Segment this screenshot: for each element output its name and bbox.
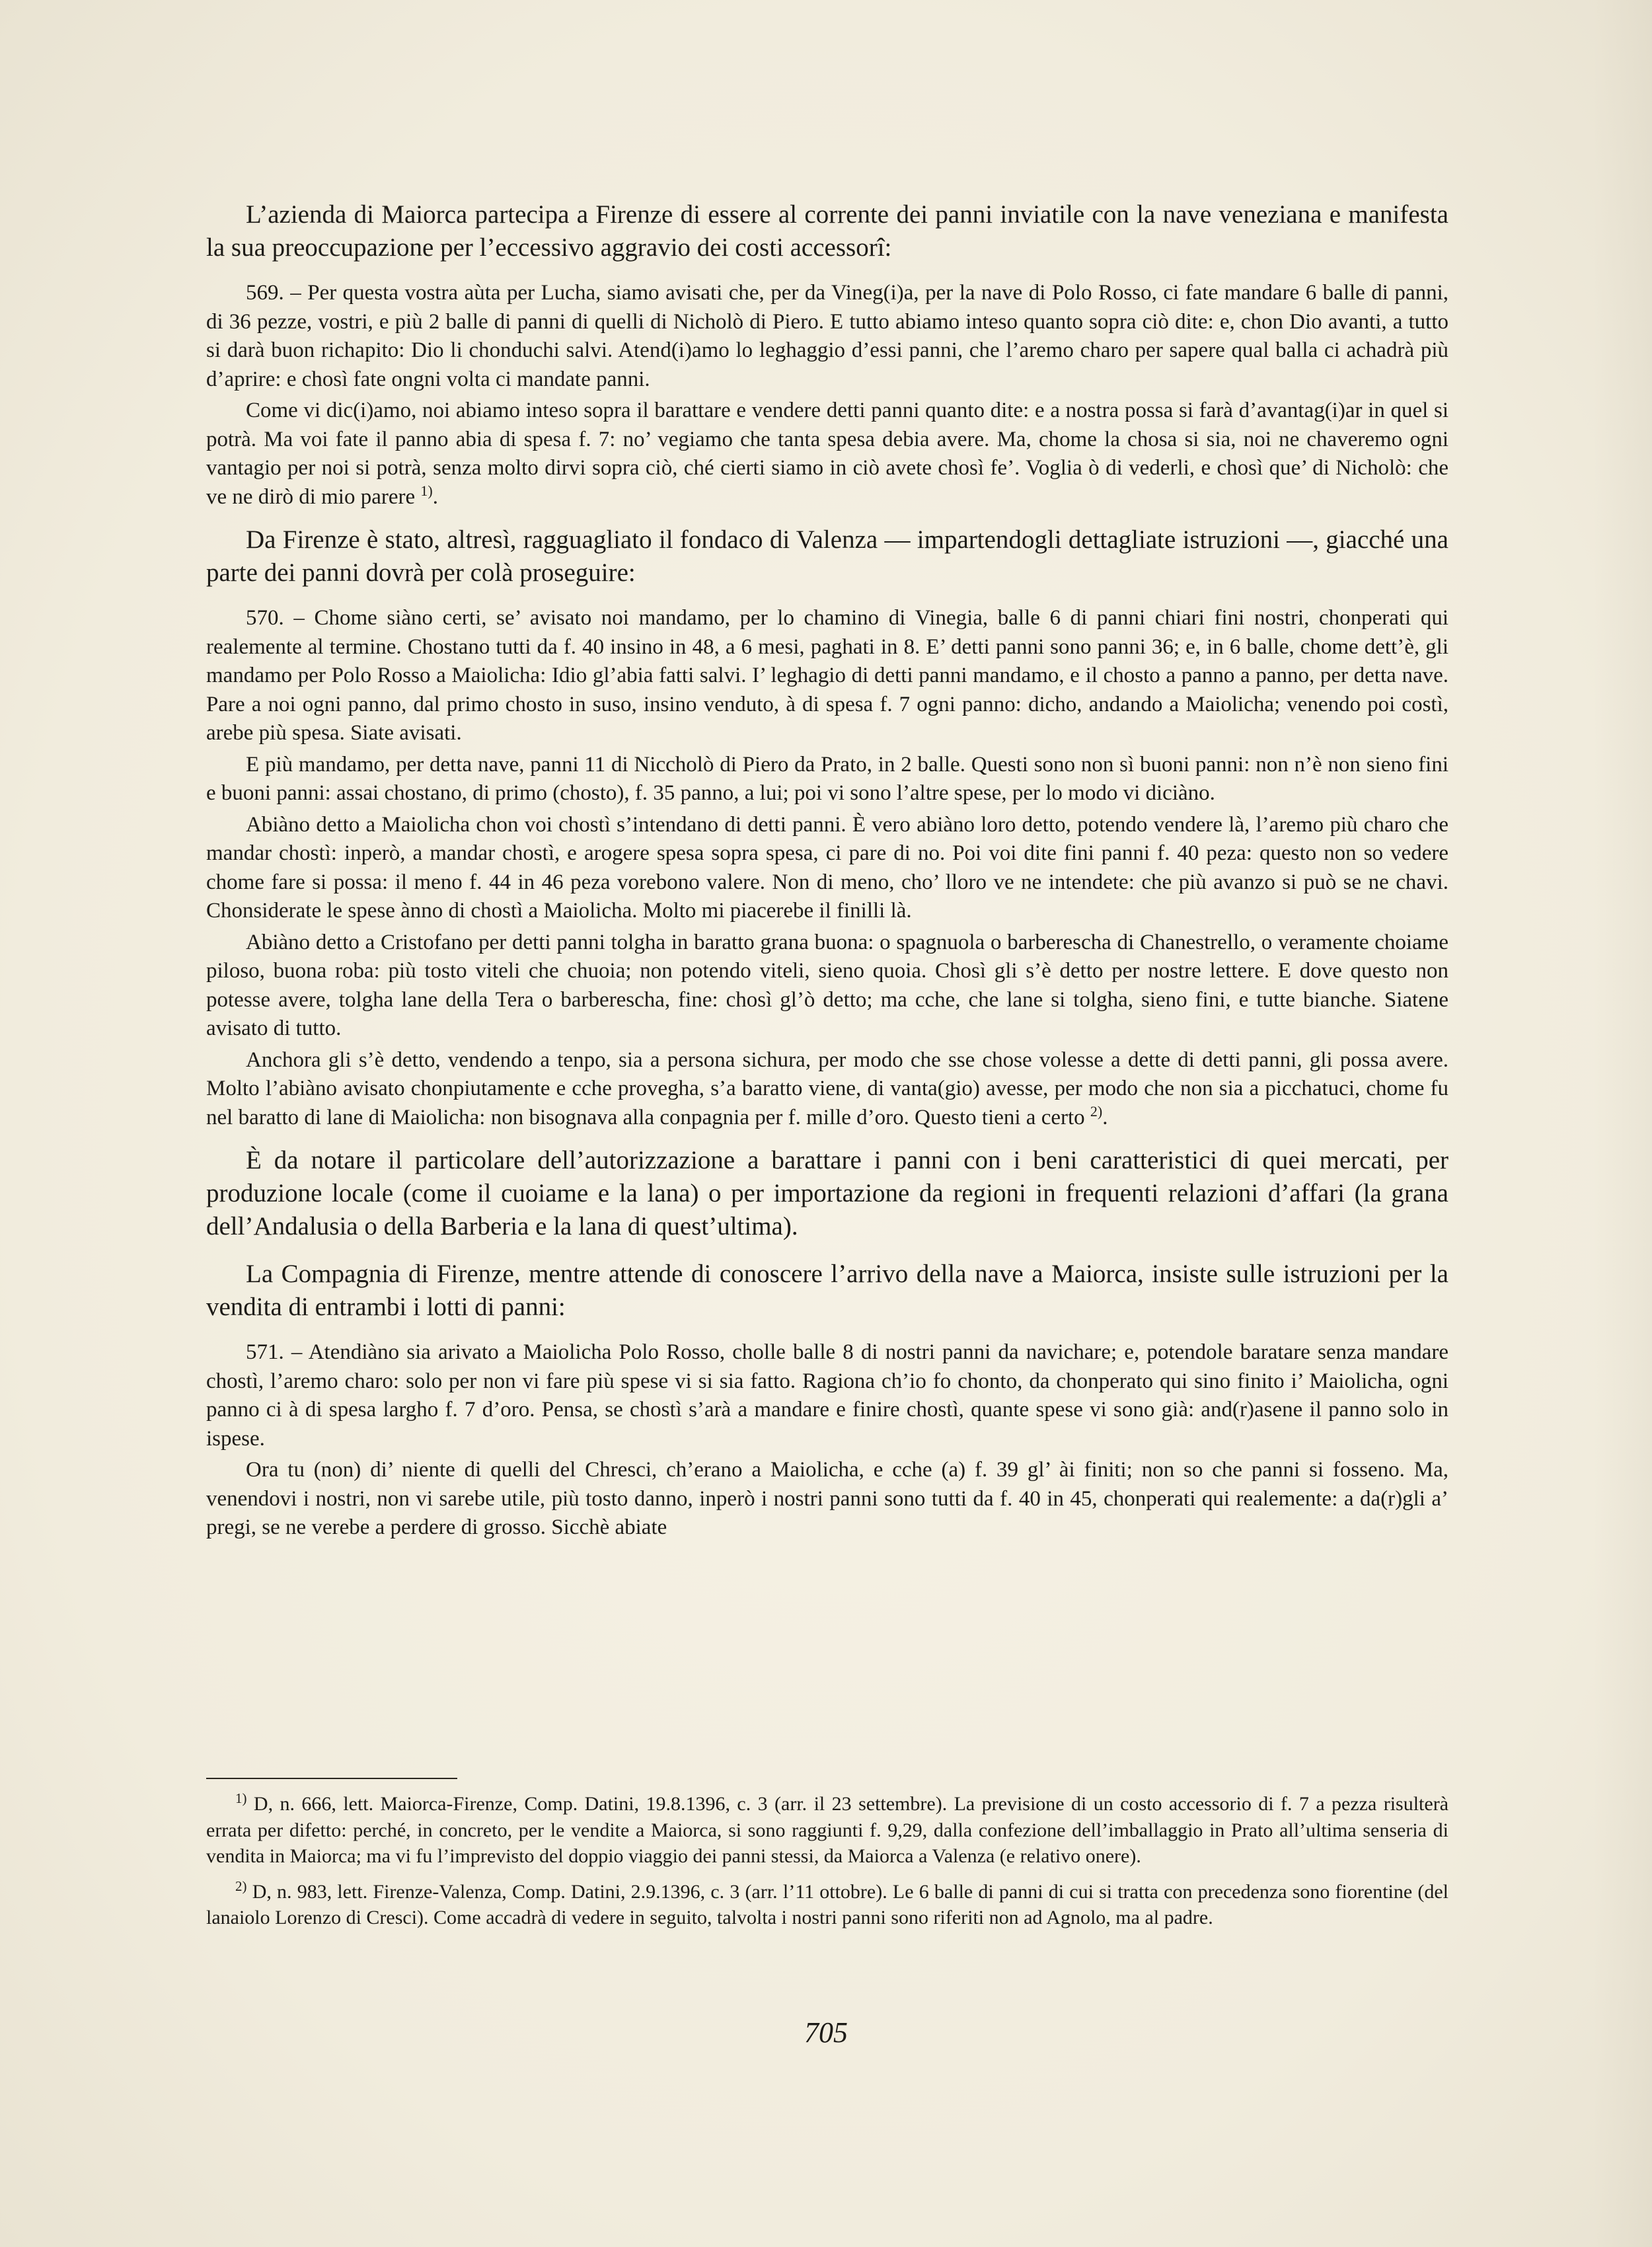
intro-paragraph: Da Firenze è stato, altresì, ragguagliato il fondaco di Valenza — impartendogli dettagliate istruzioni —, giacché una parte dei panni dovrà per colà proseguire: (206, 525, 1448, 587)
footnote-text: D, n. 983, lett. Firenze-Valenza, Comp. Datini, 2.9.1396, c. 3 (arr. l’11 ottobre). Le 6 balle di panni di cui si tratta con precedenza sono fiorentine (del lanaiolo Lorenzo di Cresci). Come accadrà di vedere in seguito, talvolta i nostri panni sono riferiti non ad Agnolo, ma al padre. (206, 1880, 1449, 1928)
document-570-paragraph: Abiàno detto a Cristofano per detti panni tolgha in baratto grana buona: o spagnuola o barberescha di Chanestrello, o veramente choiame piloso, buona roba: più tosto viteli che chuoia; non potendo viteli, sieno quoia. Chosì gli s’è detto per nostre lettere. E dove questo non potesse avere, tolgha lane della Tera o barberescha, fine: chosì gl’ò detto; ma cche, che lane si tolgha, sieno fini, e tutte bianche. Siatene avisato di tutto. (206, 930, 1448, 1040)
document-571-paragraph: Ora tu (non) di’ niente di quelli del Chresci, ch’erano a Maiolicha, e cche (a) f. 39 gl’ ài finiti; non so che panni si fosseno. Ma, venendovi i nostri, non vi sarebe utile, più tosto danno, inperò i nostri panni sono tutti da f. 40 in 45, chonperati qui realemente: a da(r)gli a’ pregi, se ne verebe a perdere di grosso. Sicchè abiate (206, 1458, 1448, 1539)
page-edge-shadow (1593, 0, 1652, 2247)
main-text (206, 198, 1448, 1542)
document-569-paragraph: 569. – Per questa vostra aùta per Lucha, siamo avisati che, per da Vineg(i)a, per la nave di Polo Rosso, ci fate mandare 6 balle di panni, di 36 pezze, vostri, e più 2 balle di panni di quelli di Nicholò di Piero. E tutto abiamo inteso quanto sopra ciò dite: e, chon Dio avanti, a tutto si darà buon richapito: Dio li chonduchi salvi. Atend(i)amo lo leghaggio d’essi panni, che l’aremo charo per sapere qual balla ci achadrà più d’aprire: e chosì fate ongni volta ci mandate panni. (206, 281, 1448, 391)
document-569-paragraph (206, 397, 1448, 512)
intro-paragraph: È da notare il particolare dell’autorizzazione a barattare i panni con i beni caratteristici di quei mercati, per produzione locale (come il cuoiame e la lana) o per importazione da regioni in frequenti relazioni d’affari (la grana dell’Andalusia o della Barberia e la lana di quest’ultima). (206, 1146, 1448, 1240)
intro-paragraph: La Compagnia di Firenze, mentre attende di conoscere l’arrivo della nave a Maiorca, insiste sulle istruzioni per la vendita di entrambi i lotti di panni: (206, 1260, 1448, 1321)
document-570-paragraph: 570. – Chome siàno certi, se’ avisato noi mandamo, per lo chamino di Vinegia, balle 6 di panni chiari fini nostri, chonperati qui realemente al termine. Chostano tutti da f. 40 insino in 48, a 6 mesi, paghati in 8. E’ detti panni sono panni 36; e, in 6 balle, chome dett’è, gli mandamo per Polo Rosso a Maiolicha: Idio gl’abia fatti salvi. I’ leghagio di detti panni mandamo, e il chosto a panno a panno, per detta nave. Pare a noi ogni panno, dal primo chosto in suso, insino venduto, à di spesa f. 7 ogni panno: dicho, andando a Maiolicha; venendo poi costì, arebe più spesa. Siate avisati. (206, 606, 1448, 745)
footnote-1 (206, 1791, 1448, 1870)
footnote-mark: 2) (235, 1878, 247, 1894)
document-570-paragraph (206, 1046, 1448, 1133)
intro-paragraph: L’azienda di Maiorca partecipa a Firenze di essere al corrente dei panni inviatile con la nave veneziana e manifesta la sua preoccupazione per l’eccessivo aggravio dei costi accessorî: (206, 200, 1448, 262)
sentence-end: . (432, 484, 438, 509)
document-571-paragraph: 571. – Atendiàno sia arivato a Maiolicha Polo Rosso, cholle balle 8 di nostri panni da navichare; e, potendole baratare senza mandare chostì, l’aremo charo: solo per non vi fare più spese vi si sia fatto. Ragiona ch’io fo chonto, da chonperato qui sino finito i’ Maiolicha, ogni panno ci à di spesa largho f. 7 d’oro. Pensa, se chostì s’arà a mandare e finire chostì, quante spese vi sono già: and(r)asene il panno solo in ispese. (206, 1340, 1448, 1451)
document-570-text: Anchora gli s’è detto, vendendo a tenpo, sia a persona sichura, per modo che sse chose volesse a dette di detti panni, gli possa avere. Molto l’abiàno avisato chonpiutamente e cche provegha, s’a baratto viene, di vanta(gio) avesse, per modo che non sia a picchatuci, chome fu nel baratto di lane di Maiolicha: non bisognava alla conpagnia per f. mille d’oro. Questo tieni a certo (206, 1047, 1448, 1129)
footnote-text: D, n. 666, lett. Maiorca-Firenze, Comp. Datini, 19.8.1396, c. 3 (arr. il 23 settembre). La previsione di un costo accessorio di f. 7 a pezza risulterà errata per difetto: perché, in concreto, per le vendite a Maiorca, si sono raggiunti f. 9,29, dalla confezione dell’imballaggio in Prato all’ultima senseria di vendita in Maiorca; ma vi fu l’imprevisto del doppio viaggio dei panni stessi, da Maiorca a Valenza (e relativo onere). (206, 1793, 1449, 1867)
footnote-divider (206, 1778, 457, 1779)
footnotes (206, 1791, 1448, 1940)
document-570-paragraph: Abiàno detto a Maiolicha chon voi chostì s’intendano di detti panni. È vero abiàno loro detto, potendo vendere là, l’aremo più charo che mandar chostì: inperò, a mandar chostì, e arogere spesa sopra spesa, ci pare di no. Poi voi dite fini panni f. 40 peza: questo non so vedere chome fare si possa: il meno f. 44 in 46 peza vorebono valere. Non di meno, cho’ lloro ve ne intendete: che più avanzo si può se ne chavi. Chonsiderate le spese ànno di chostì a Maiolicha. Molto mi piacerebe il finilli là. (206, 812, 1448, 923)
footnote-reference: 1) (420, 482, 433, 499)
footnote-reference: 2) (1090, 1102, 1103, 1120)
document-570-paragraph: E più mandamo, per detta nave, panni 11 di Niccholò di Piero da Prato, in 2 balle. Questi sono non sì buoni panni: non n’è non sieno fini e buoni panni: assai chostano, di primo (chosto), f. 35 panno, a lui; poi vi sono l’altre spese, per lo modo vi diciàno. (206, 752, 1448, 805)
document-569-text: Come vi dic(i)amo, noi abiamo inteso sopra il barattare e vendere detti panni quanto dite: e a nostra possa si farà d’avantag(i)ar in quel si potrà. Ma voi fate il panno abia di spesa f. 7: no’ vegiamo che tanta spesa debia avere. Ma, chome la chosa si sia, noi ne chaveremo ogni vantagio per noi si potrà, senza molto dirvi sopra ciò, ché cierti siamo in ciò avete chosì fe’. Voglia ò di vederli, e chosì que’ di Nicholò: che ve ne dirò di mio parere (206, 399, 1448, 509)
page-number: 705 (804, 2016, 848, 2049)
sentence-end: . (1102, 1105, 1108, 1129)
footnote-2 (206, 1879, 1448, 1931)
footnote-mark: 1) (235, 1790, 247, 1806)
